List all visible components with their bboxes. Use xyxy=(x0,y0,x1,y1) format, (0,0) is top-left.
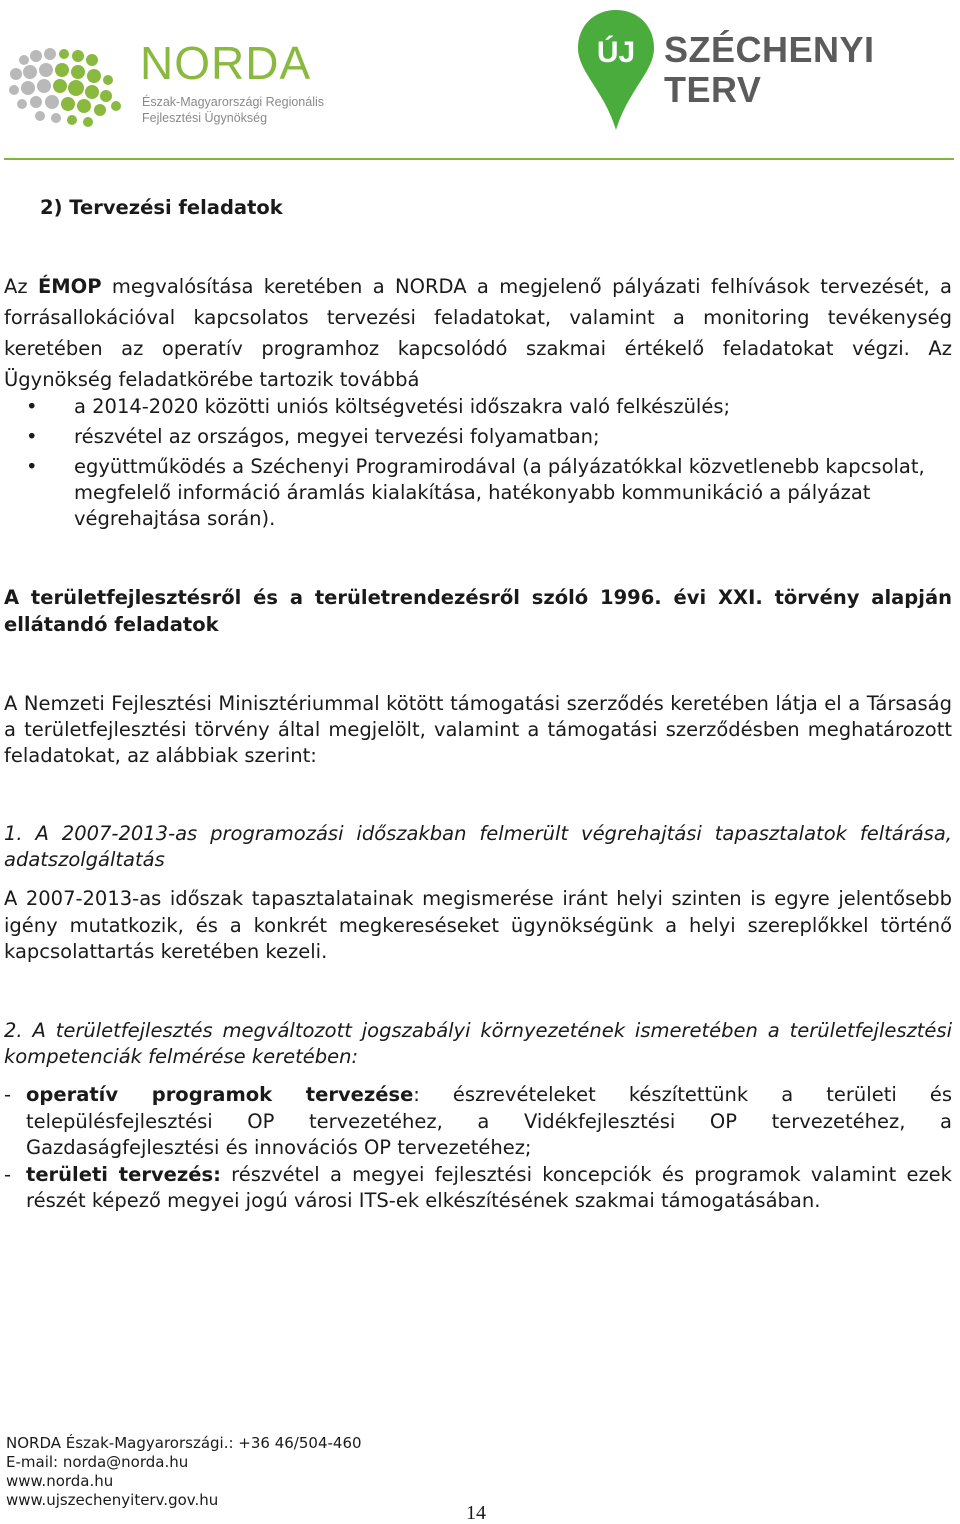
dash-item-teruleti: - területi tervezés: részvétel a megyei fejlesztési koncepciók és programok valamint ezek részét képező megyei jogú városi ITS-ek elkészítésének szakmai támogatásában. xyxy=(4,1162,952,1212)
list-item: • részvétel az országos, megyei tervezési folyamatban; xyxy=(4,424,952,450)
szechenyi-terv-logo-text: SZÉCHENYI TERV xyxy=(664,29,875,110)
section-heading-tervezesi-feladatok: 2) Tervezési feladatok xyxy=(40,196,283,219)
footer-email: E-mail: norda@norda.hu xyxy=(6,1453,189,1471)
dash-item-operativ: - operatív programok tervezése: észrevételeket készítettünk a területi és településfejlesztési OP tervezetéhez, a Vidékfejlesztési OP tervezetéhez, a Gazdaságfejlesztési és innovációs OP tervezetéhez; xyxy=(4,1083,952,1159)
list-item: • együttműködés a Széchenyi Programirodával (a pályázatókkal közvetlenebb kapcsolat, megfelelő információ áramlás kialakítása, hatékonyabb kommunikáció a pályázat végrehajtása során). xyxy=(4,454,952,532)
norda-logo-subtitle: Észak-Magyarországi Regionális Fejlesztési Ügynökség xyxy=(142,95,325,125)
uj-logo-text: ÚJ xyxy=(596,36,636,69)
norda-logo-icon xyxy=(6,44,136,128)
norda-logo-text: NORDA xyxy=(140,37,312,89)
footer-link-szechenyi[interactable]: www.ujszechenyiterv.gov.hu xyxy=(6,1491,219,1509)
page-header xyxy=(0,0,960,170)
emop-bold: ÉMOP xyxy=(37,275,102,298)
page-footer xyxy=(6,1434,362,1510)
footer-phone: NORDA Észak-Magyarországi.: +36 46/504-460 xyxy=(6,1434,362,1452)
bullet-list xyxy=(4,394,952,536)
page-number: 14 xyxy=(466,1502,486,1524)
uj-szechenyi-terv-logo-icon xyxy=(576,8,656,132)
list-item: • a 2014-2020 közötti uniós költségvetési időszakra való felkészülés; xyxy=(4,394,952,420)
footer-link-norda[interactable]: www.norda.hu xyxy=(6,1472,114,1490)
header-divider xyxy=(4,158,954,160)
item-1-title: 1. A 2007-2013-as programozási időszakban felmerült végrehajtási tapasztalatok feltárása, adatszolgáltatás xyxy=(4,822,952,871)
item-1-text: A 2007-2013-as időszak tapasztalatainak megismerése iránt helyi szinten is egyre jelentősebb igény mutatkozik, és a konkrét megkereséseket ügynökségünk a helyi szereplőkkel történő kapcsolattartás keretében kezeli. xyxy=(4,887,952,963)
item-2-title: 2. A területfejlesztés megváltozott jogszabályi környezetének ismeretében a területfejlesztési kompetenciák felmérése keretében: xyxy=(4,1019,952,1068)
paragraph-emop: Az ÉMOP megvalósítása keretében a NORDA a megjelenő pályázati felhívások tervezését, a forrásallokációval kapcsolatos tervezési feladatokat, valamint a monitoring tevékenység keretében az operatív programhoz kapcsolódó szakmai értékelő feladatokat végzi. Az Ügynökség feladatkörébe tartozik továbbá xyxy=(4,275,952,391)
dash-list xyxy=(4,1082,952,1215)
paragraph-ministry: A Nemzeti Fejlesztési Minisztériummal kötött támogatási szerződés keretében látja el a Társaság a területfejlesztési törvény által megjelölt, valamint a támogatási szerződésben meghatározott feladatokat, az alábbiak szerint: xyxy=(4,692,952,767)
section-heading-law: A területfejlesztésről és a területrendezésről szóló 1996. évi XXI. törvény alapján ellátandó feladatok xyxy=(4,586,952,636)
